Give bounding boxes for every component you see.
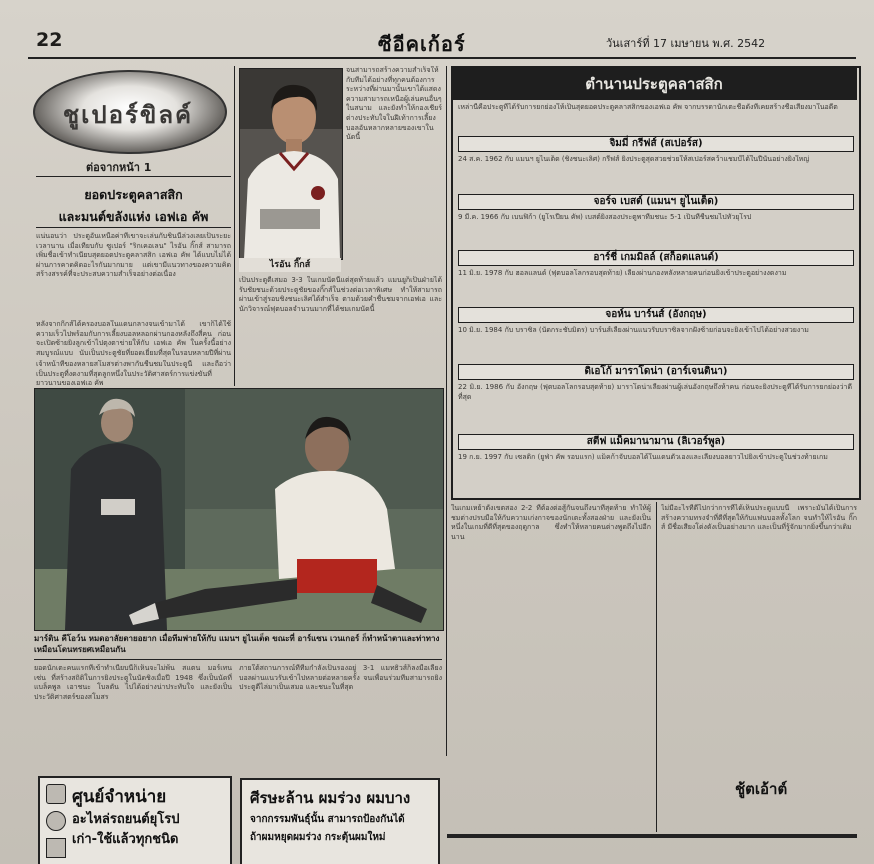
divider bbox=[36, 176, 231, 177]
player-text-best: 9 มี.ค. 1966 กับ เบนฟิก้า (ยูโรเปี้ยน คัพ) เบสต์ยิงสองประตูพาทีมชนะ 5-1 เป็นที่ชื่นชมไปทั่วยุโรป bbox=[458, 213, 752, 221]
divider bbox=[34, 659, 442, 660]
player-text-maradona: 22 มิ.ย. 1986 กับ อังกฤษ (ฟุตบอลโลกรอบสุดท้าย) มาราโดน่าเลี้ยงผ่านผู้เล่นอังกฤษถึงห้าคน ก่อนจะยิงประตูที่ได้รับการยกย่องว่าดีที่สุด bbox=[458, 383, 852, 401]
headline-line-1: ยอดประตูคลาสสิก bbox=[84, 187, 183, 202]
auto-parts-ad bbox=[38, 776, 232, 864]
ad1-headline: ศูนย์จำหน่าย bbox=[72, 787, 167, 807]
car-brand-logos bbox=[46, 784, 66, 858]
hair-loss-ad bbox=[240, 778, 440, 864]
article-column-bottom-left: ยอดนักเตะคนแรกที่เข้าทำเนียบนี้ก็เห็นจะไม่พ้น สแตน มอร์เทนเซ่น ที่สร้างสถิติในการยิงประตูในนัดชิงเมื่อปี 1948 ซึ่งเป็นนัดที่ แบล็คพูล เอาชนะ โบลตัน ไปได้อย่างน่าประทับใจ และยังเป็นประวัติศาสตร์ของสโมสร bbox=[34, 664, 232, 701]
ad2-subline-2: ถ้าผมหยุดผมร่วง กระตุ้นผมใหม่ bbox=[250, 832, 386, 843]
article-column-bottom-mid: ภายใต้สถานการณ์ที่ทีมกำลังเป็นรองอยู่ 3-1 แมทธิวส์ก็ลงมือเลี้ยงบอลผ่านแนวรับเข้าไปหลายต่อหลายครั้ง จนเพื่อนร่วมทีมสามารถยิงประตูตีไล่มาเป็นเสมอ และชนะในที่สุด bbox=[239, 664, 442, 692]
column-rule bbox=[446, 66, 447, 756]
player-name-maradona: ดิเอโก้ มาราโดน่า (อาร์เจนตินา) bbox=[458, 364, 854, 380]
player-name-greaves: จิมมี่ กรีฟส์ (สเปอร์ส) bbox=[458, 136, 854, 152]
headline-line-2: และมนต์ขลังแห่ง เอฟเอ คัพ bbox=[58, 209, 209, 224]
classic-goals-box-title: ตำนานประตูคลาสสิก bbox=[585, 75, 723, 93]
section-logo-text: ชูเปอร์ขิลค์ bbox=[62, 100, 194, 129]
player-name-barnes: จอห์น บาร์นส์ (อังกฤษ) bbox=[458, 307, 854, 323]
car-brand-icon bbox=[46, 811, 66, 831]
box-intro: เหล่านี้คือประตูที่ได้รับการยกย่องให้เป็นสุดยอดประตูคลาสสิกของเอฟเอ คัพ จากบรรดานักเตะชื่อดังที่เคยสร้างชื่อเสียงมาในอดีต bbox=[458, 103, 838, 111]
header-rule bbox=[28, 57, 856, 59]
giggs-photo-illustration bbox=[240, 69, 342, 259]
article-body-1: แน่นอนว่า ประตูอันเหนือค่าที่เขาจะเล่นกับชิ้นนี้ล่วงเลยเป็นระยะเวลานาน เมื่อเทียบกับ ซูเปอร์ "ริกเคอเลน" ไรอัน กิ๊กส์ สามารถเพิ่มชื่อเข้าทำเนียบสุดยอดประตูคลาสสิก เอฟเอ คัพ ได้แบบไม่ได้ผ่านการคาดคิดอะไรกันมากมาย แต่เขามีแนวทางของความคิดสร้างสรรค์ที่จะประสบความสำเร็จอย่างต่อเนื่อง bbox=[36, 232, 231, 279]
giggs-article-column: จนสามารถสร้างความสำเร็จให้กับทีมได้อย่างที่ทุกคนต้องการ ระหว่างที่ผ่านมานั้นเขาได้แสดงความสามารถเหนือผู้เล่นคนอื่นๆ ในสนาม และยังทำให้กองเชียร์ต่างประทับใจในฝีเท้าการเลี้ยงบอลอันหลากหลายของเขาในนัดนี้ bbox=[346, 66, 442, 142]
player-text-gemmill: 11 มิ.ย. 1978 กับ ฮอลแลนด์ (ฟุตบอลโลกรอบสุดท้าย) เลี้ยงผ่านกองหลังหลายคนก่อนยิงเข้าประตูอย่างงดงาม bbox=[458, 269, 787, 277]
column-rule bbox=[234, 66, 235, 386]
photo-caption: มาร์ติน คีโอว์น หมดอาลัยตายอยาก เมื่อทีมพ่ายให้กับ แมนฯ ยูไนเต็ด ขณะที่ อาร์แซน เวนเกอร์ ก็ทำหน้าตาและท่าทางเหมือนโดนทรยศเหมือนกัน bbox=[34, 634, 440, 654]
column-rule bbox=[656, 502, 657, 832]
ad1-subline-2: เก่า-ใช้แล้วทุกชนิด bbox=[72, 832, 179, 847]
ad2-headline: ศีรษะล้าน ผมร่วง ผมบาง bbox=[250, 789, 411, 807]
player-name-gemmill: อาร์ชี่ เกมมิลล์ (สก็อตแลนด์) bbox=[458, 250, 854, 266]
article-column-middle: ในเกมเหย้าตั้งเขตสอง 2-2 ที่ต้องต่อสู้กันจนถึงนาทีสุดท้าย ทำให้ผู้ชมต่างปรบมือให้กับความเก่งกาจของนักเตะทั้งสองฝ่าย และยังเป็นหนึ่งในเกมที่ดีที่สุดของฤดูกาล ซึ่งทำให้หลายคนต่างพูดถึงไปอีกนาน bbox=[451, 504, 651, 541]
bottom-rule bbox=[447, 834, 857, 838]
giggs-photo bbox=[239, 68, 343, 260]
masthead-logo: ซีอีคเก้อร์ bbox=[378, 32, 466, 56]
continued-from-label: ต่อจากหน้า 1 bbox=[86, 161, 152, 174]
keown-wenger-illustration bbox=[35, 389, 443, 630]
giggs-article-continued: เป็นประตูตีเสมอ 3-3 ในเกมนัดนี้แต่สุดท้ายแล้ว แมนยูก็เป็นฝ่ายได้รับชัยชนะด้วยประตูชัยของกิ๊กส์ในช่วงต่อเวลาพิเศษ ทำให้สามารถผ่านเข้าสู่รอบชิงชนะเลิศได้สำเร็จ ตามด้วยคำชื่นชมจากเอฟเอ และนักวิจารณ์ฟุตบอลจำนวนมากที่ได้ชมเกมนัดนี้ bbox=[239, 276, 442, 313]
divider bbox=[36, 227, 231, 228]
car-brand-icon bbox=[46, 784, 66, 804]
dateline: วันเสาร์ที่ 17 เมษายน พ.ศ. 2542 bbox=[606, 37, 766, 50]
article-body-3: เจ้าหน้าที่ของหลายสโมสรต่างพากันชื่นชมในประตูนี้ และถือว่าเป็นประตูที่งดงามที่สุดลูกหนึ่งในประวัติศาสตร์การแข่งขันที่ยาวนานของเอฟเอ คัพ bbox=[36, 360, 231, 388]
giggs-photo-caption: ไรอัน กิ๊กส์ bbox=[239, 258, 341, 272]
divider bbox=[34, 630, 442, 631]
car-brand-icon bbox=[46, 838, 66, 858]
article-body-2: หลังจากกิ๊กส์ได้ครองบอลในแดนกลางจนเข้ามาได้ เขาก็ได้ใช้ความเร็วไปพร้อมกับการเลี้ยงบอลหลอกผ่านกองหลังถึงสี่คน ก่อนจะเปิดซ้ายยิงลูกเข้าไปตุงตาข่ายให้กับ เอฟเอ คัพ ในครั้งนี้อย่างสมบูรณ์แบบ นับเป็นประตูชัยที่ยอดเยี่ยมที่สุดในรอบหลายปีที่ผ่าน bbox=[36, 320, 231, 357]
author-byline: ชู้ตเอ้าต์ bbox=[735, 780, 788, 798]
player-text-greaves: 24 ส.ค. 1962 กับ แมนฯ ยูไนเต็ด (ชิงชนะเลิศ) กรีฟส์ ยิงประตูสุดสวยช่วยให้สเปอร์สคว้าแชมป์ได้ในปีนั้นอย่างยิ่งใหญ่ bbox=[458, 155, 810, 163]
keown-wenger-photo bbox=[34, 388, 444, 631]
player-text-mcmanaman: 19 ก.ย. 1997 กับ เซลติก (ยูฟ่า คัพ รอบแรก) แม็คก้าจับบอลได้ในแดนตัวเองและเลี้ยงบอลยาวไปยิงเข้าประตูในช่วงท้ายเกม bbox=[458, 453, 828, 461]
ad1-subline: อะไหล่รถยนต์ยุโรป bbox=[72, 812, 180, 827]
player-name-mcmanaman: สตีฟ แม็คมานามาน (ลิเวอร์พูล) bbox=[458, 434, 854, 450]
article-column-right: ไม่มีอะไรที่ดีไปกว่าการที่ได้เห็นประตูแบบนี้ เพราะมันได้เป็นการสร้างความทรงจำที่ดีที่สุดให้กับแฟนบอลทั้งโลก จนทำให้ไรอัน กิ๊กส์ มีชื่อเสียงโด่งดังเป็นอย่างมาก และเป็นที่รู้จักมากยิ่งขึ้นกว่าเดิม bbox=[661, 504, 857, 532]
page-number: 22 bbox=[36, 29, 63, 51]
ad2-subline: จากกรรมพันธุ์นั้น สามารถป้องกันได้ bbox=[250, 814, 405, 825]
player-text-barnes: 10 มิ.ย. 1984 กับ บราซิล (นัดกระชับมิตร) บาร์นส์เลี้ยงผ่านแนวรับบราซิลจากฝั่งซ้ายก่อนจะยิงเข้าไปได้อย่างสวยงาม bbox=[458, 326, 809, 334]
player-name-best: จอร์จ เบสต์ (แมนฯ ยูไนเต็ด) bbox=[458, 194, 854, 210]
